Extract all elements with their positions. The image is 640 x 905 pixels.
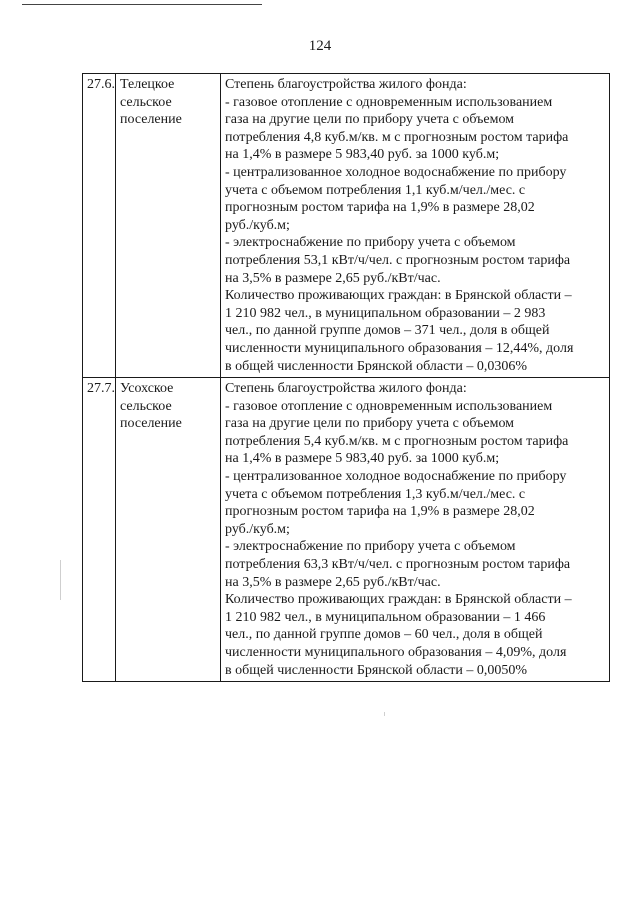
description-cell	[221, 74, 610, 378]
table-row	[83, 74, 610, 378]
description-line: - газовое отопление с одновременным использованием	[225, 398, 553, 414]
top-rule	[22, 4, 262, 5]
description-line: потребления 53,1 кВт/ч/чел. с прогнозным ростом тарифа	[225, 252, 571, 268]
description-line: руб./куб.м;	[225, 217, 290, 233]
description-line: газа на другие цели по прибору учета с объемом	[225, 416, 515, 432]
description-line: потребления 63,3 кВт/ч/чел. с прогнозным ростом тарифа	[225, 557, 571, 573]
settlement-name-line: сельское	[120, 94, 172, 110]
description-line: Количество проживающих граждан: в Брянской области –	[225, 592, 572, 608]
description-line: руб./куб.м;	[225, 521, 290, 537]
settlement-name-line: поселение	[120, 112, 182, 128]
description-line: потребления 4,8 куб.м/кв. м с прогнозным ростом тарифа	[225, 129, 569, 145]
description-line: на 1,4% в размере 5 983,40 руб. за 1000 куб.м;	[225, 451, 500, 467]
description-line: учета с объемом потребления 1,3 куб.м/чел./мес. с	[225, 486, 526, 502]
description-line: Степень благоустройства жилого фонда:	[225, 77, 467, 92]
description-line: прогнозным ростом тарифа на 1,9% в размере 28,02	[225, 200, 535, 216]
description-line: на 3,5% в размере 2,65 руб./кВт/час.	[225, 270, 441, 286]
description-cell	[221, 378, 610, 682]
settlement-name-line: сельское	[120, 398, 172, 414]
description-line: прогнозным ростом тарифа на 1,9% в размере 28,02	[225, 504, 535, 520]
description-line: 1 210 982 чел., в муниципальном образовании – 1 466	[225, 609, 546, 625]
settlement-name-line: Усохское	[120, 381, 174, 397]
description-line: потребления 5,4 куб.м/кв. м с прогнозным ростом тарифа	[225, 433, 569, 449]
description-line: численности муниципального образования – 4,09%, доля	[225, 645, 567, 660]
description-line: 1 210 982 чел., в муниципальном образовании – 2 983	[225, 305, 546, 321]
description-line: численности муниципального образования – 12,44%, доля	[225, 340, 574, 356]
row-number-cell	[83, 74, 116, 378]
description-line: - электроснабжение по прибору учета с объемом	[225, 539, 516, 555]
description-line: газа на другие цели по прибору учета с объемом	[225, 112, 515, 128]
description-line: - газовое отопление с одновременным использованием	[225, 94, 553, 110]
description-line: Степень благоустройства жилого фонда:	[225, 381, 467, 397]
description-line: учета с объемом потребления 1,1 куб.м/чел./мес. с	[225, 182, 526, 198]
description-line: чел., по данной группе домов – 60 чел., доля в общей	[225, 627, 543, 643]
settlement-name-cell	[116, 74, 221, 378]
settlement-name-cell	[116, 378, 221, 682]
settlement-name-line: поселение	[120, 416, 182, 432]
description-line: Количество проживающих граждан: в Брянской области –	[225, 288, 572, 304]
page-number: 124	[308, 38, 332, 54]
row-number: 27.6.	[87, 77, 115, 92]
settlement-name-line: Телецкое	[120, 77, 175, 92]
scan-artifact	[60, 560, 61, 600]
scan-artifact	[384, 712, 385, 716]
row-number: 27.7.	[87, 381, 115, 397]
description-line: на 3,5% в размере 2,65 руб./кВт/час.	[225, 574, 441, 590]
description-line: в общей численности Брянской области – 0,0306%	[225, 358, 528, 374]
row-number-cell	[83, 378, 116, 682]
description-line: в общей численности Брянской области – 0,0050%	[225, 662, 528, 678]
table-row	[83, 378, 610, 682]
description-line: - централизованное холодное водоснабжение по прибору	[225, 164, 567, 180]
description-line: на 1,4% в размере 5 983,40 руб. за 1000 куб.м;	[225, 147, 500, 163]
description-line: - централизованное холодное водоснабжение по прибору	[225, 469, 567, 485]
settlements-table	[82, 73, 610, 682]
description-line: чел., по данной группе домов – 371 чел., доля в общей	[225, 323, 550, 339]
description-line: - электроснабжение по прибору учета с объемом	[225, 235, 516, 251]
